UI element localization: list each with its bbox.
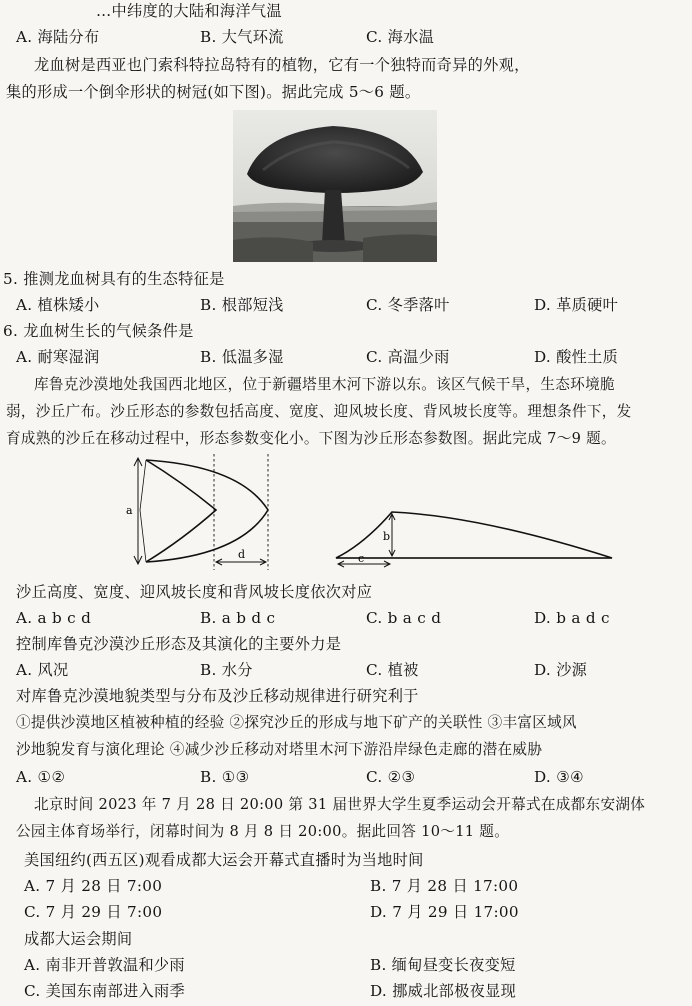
q6-option-a: A. 耐寒湿润	[16, 348, 100, 366]
dune-plan-view-diagram	[120, 452, 280, 574]
passage3-line1: 北京时间 2023 年 7 月 28 日 20:00 第 31 届世界大学生夏季运动会开幕式在成都东安湖体	[34, 796, 646, 813]
q11-option-b: B. 缅甸昼变长夜变短	[370, 956, 516, 974]
q4-option-a: A. 海陆分布	[16, 28, 100, 46]
q9-option-d: D. ③④	[534, 768, 585, 786]
passage3-line2: 公园主体育场举行，闭幕时间为 8 月 8 日 20:00。据此回答 10～11 题。	[16, 823, 510, 840]
q7-option-d: D. b a d c	[534, 609, 610, 627]
q7-option-b: B. a b d c	[200, 609, 276, 627]
q8-option-a: A. 风况	[16, 661, 69, 679]
q9-stem: 对库鲁克沙漠地貌类型与分布及沙丘移动规律进行研究利于	[16, 687, 419, 705]
q4-option-b: B. 大气环流	[200, 28, 284, 46]
q6-option-b: B. 低温多湿	[200, 348, 284, 366]
q10-option-a: A. 7 月 28 日 7:00	[24, 877, 163, 895]
q5-option-a: A. 植株矮小	[16, 296, 100, 314]
q6-option-d: D. 酸性土质	[534, 348, 619, 366]
q9-option-a: A. ①②	[16, 768, 66, 786]
passage2-line2: 弱，沙丘广布。沙丘形态的参数包括高度、宽度、迎风坡长度、背风坡长度等。理想条件下，发	[6, 403, 632, 420]
q5-stem: 5. 推测龙血树具有的生态特征是	[3, 270, 225, 288]
q10-option-b: B. 7 月 28 日 17:00	[370, 877, 519, 895]
passage1-line1: 龙血树是西亚也门索科特拉岛特有的植物，它有一个独特而奇异的外观，	[34, 56, 530, 74]
q11-option-c: C. 美国东南部进入雨季	[24, 982, 186, 1000]
label-b: b	[383, 530, 391, 543]
q8-stem: 控制库鲁克沙漠沙丘形态及其演化的主要外力是	[16, 635, 342, 653]
q7-option-a: A. a b c d	[16, 609, 92, 627]
passage2-line3: 育成熟的沙丘在移动过程中，形态参数变化小。下图为沙丘形态参数图。据此完成 7～9 题。	[6, 430, 616, 447]
dune-profile-diagram	[330, 502, 620, 572]
label-d: d	[238, 548, 246, 561]
q11-option-a: A. 南非开普敦温和少雨	[24, 956, 185, 974]
dragon-blood-tree-photo	[233, 110, 437, 262]
q10-option-c: C. 7 月 29 日 7:00	[24, 903, 163, 921]
header-fragment: …中纬度的大陆和海洋气温	[96, 2, 282, 20]
q8-option-b: B. 水分	[200, 661, 253, 679]
q4-option-c: C. 海水温	[366, 28, 435, 46]
q9-option-b: B. ①③	[200, 768, 250, 786]
q6-option-c: C. 高温少雨	[366, 348, 450, 366]
passage2-line1: 库鲁克沙漠地处我国西北地区，位于新疆塔里木河下游以东。该区气候干旱，生态环境脆	[34, 376, 615, 393]
label-c: c	[358, 552, 365, 565]
q9-statements-line1: ①提供沙漠地区植被种植的经验 ②探究沙丘的形成与地下矿产的关联性 ③丰富区域风	[16, 714, 577, 731]
q5-option-b: B. 根部短浅	[200, 296, 284, 314]
q7-option-c: C. b a c d	[366, 609, 442, 627]
q11-stem: 成都大运会期间	[24, 930, 133, 948]
q5-option-d: D. 革质硬叶	[534, 296, 619, 314]
q6-stem: 6. 龙血树生长的气候条件是	[3, 322, 194, 340]
q11-option-d: D. 挪威北部极夜显现	[370, 982, 517, 1000]
label-a: a	[126, 504, 133, 517]
q8-option-c: C. 植被	[366, 661, 419, 679]
q8-option-d: D. 沙源	[534, 661, 588, 679]
q10-option-d: D. 7 月 29 日 17:00	[370, 903, 519, 921]
q5-option-c: C. 冬季落叶	[366, 296, 450, 314]
q9-option-c: C. ②③	[366, 768, 416, 786]
q9-statements-line2: 沙地貌发育与演化理论 ④减少沙丘移动对塔里木河下游沿岸绿色走廊的潜在威胁	[16, 741, 543, 758]
passage1-line2: 集的形成一个倒伞形状的树冠(如下图)。据此完成 5～6 题。	[6, 83, 421, 101]
q10-stem: 美国纽约(西五区)观看成都大运会开幕式直播时为当地时间	[24, 851, 424, 869]
q7-stem: 沙丘高度、宽度、迎风坡长度和背风坡长度依次对应	[16, 583, 373, 601]
